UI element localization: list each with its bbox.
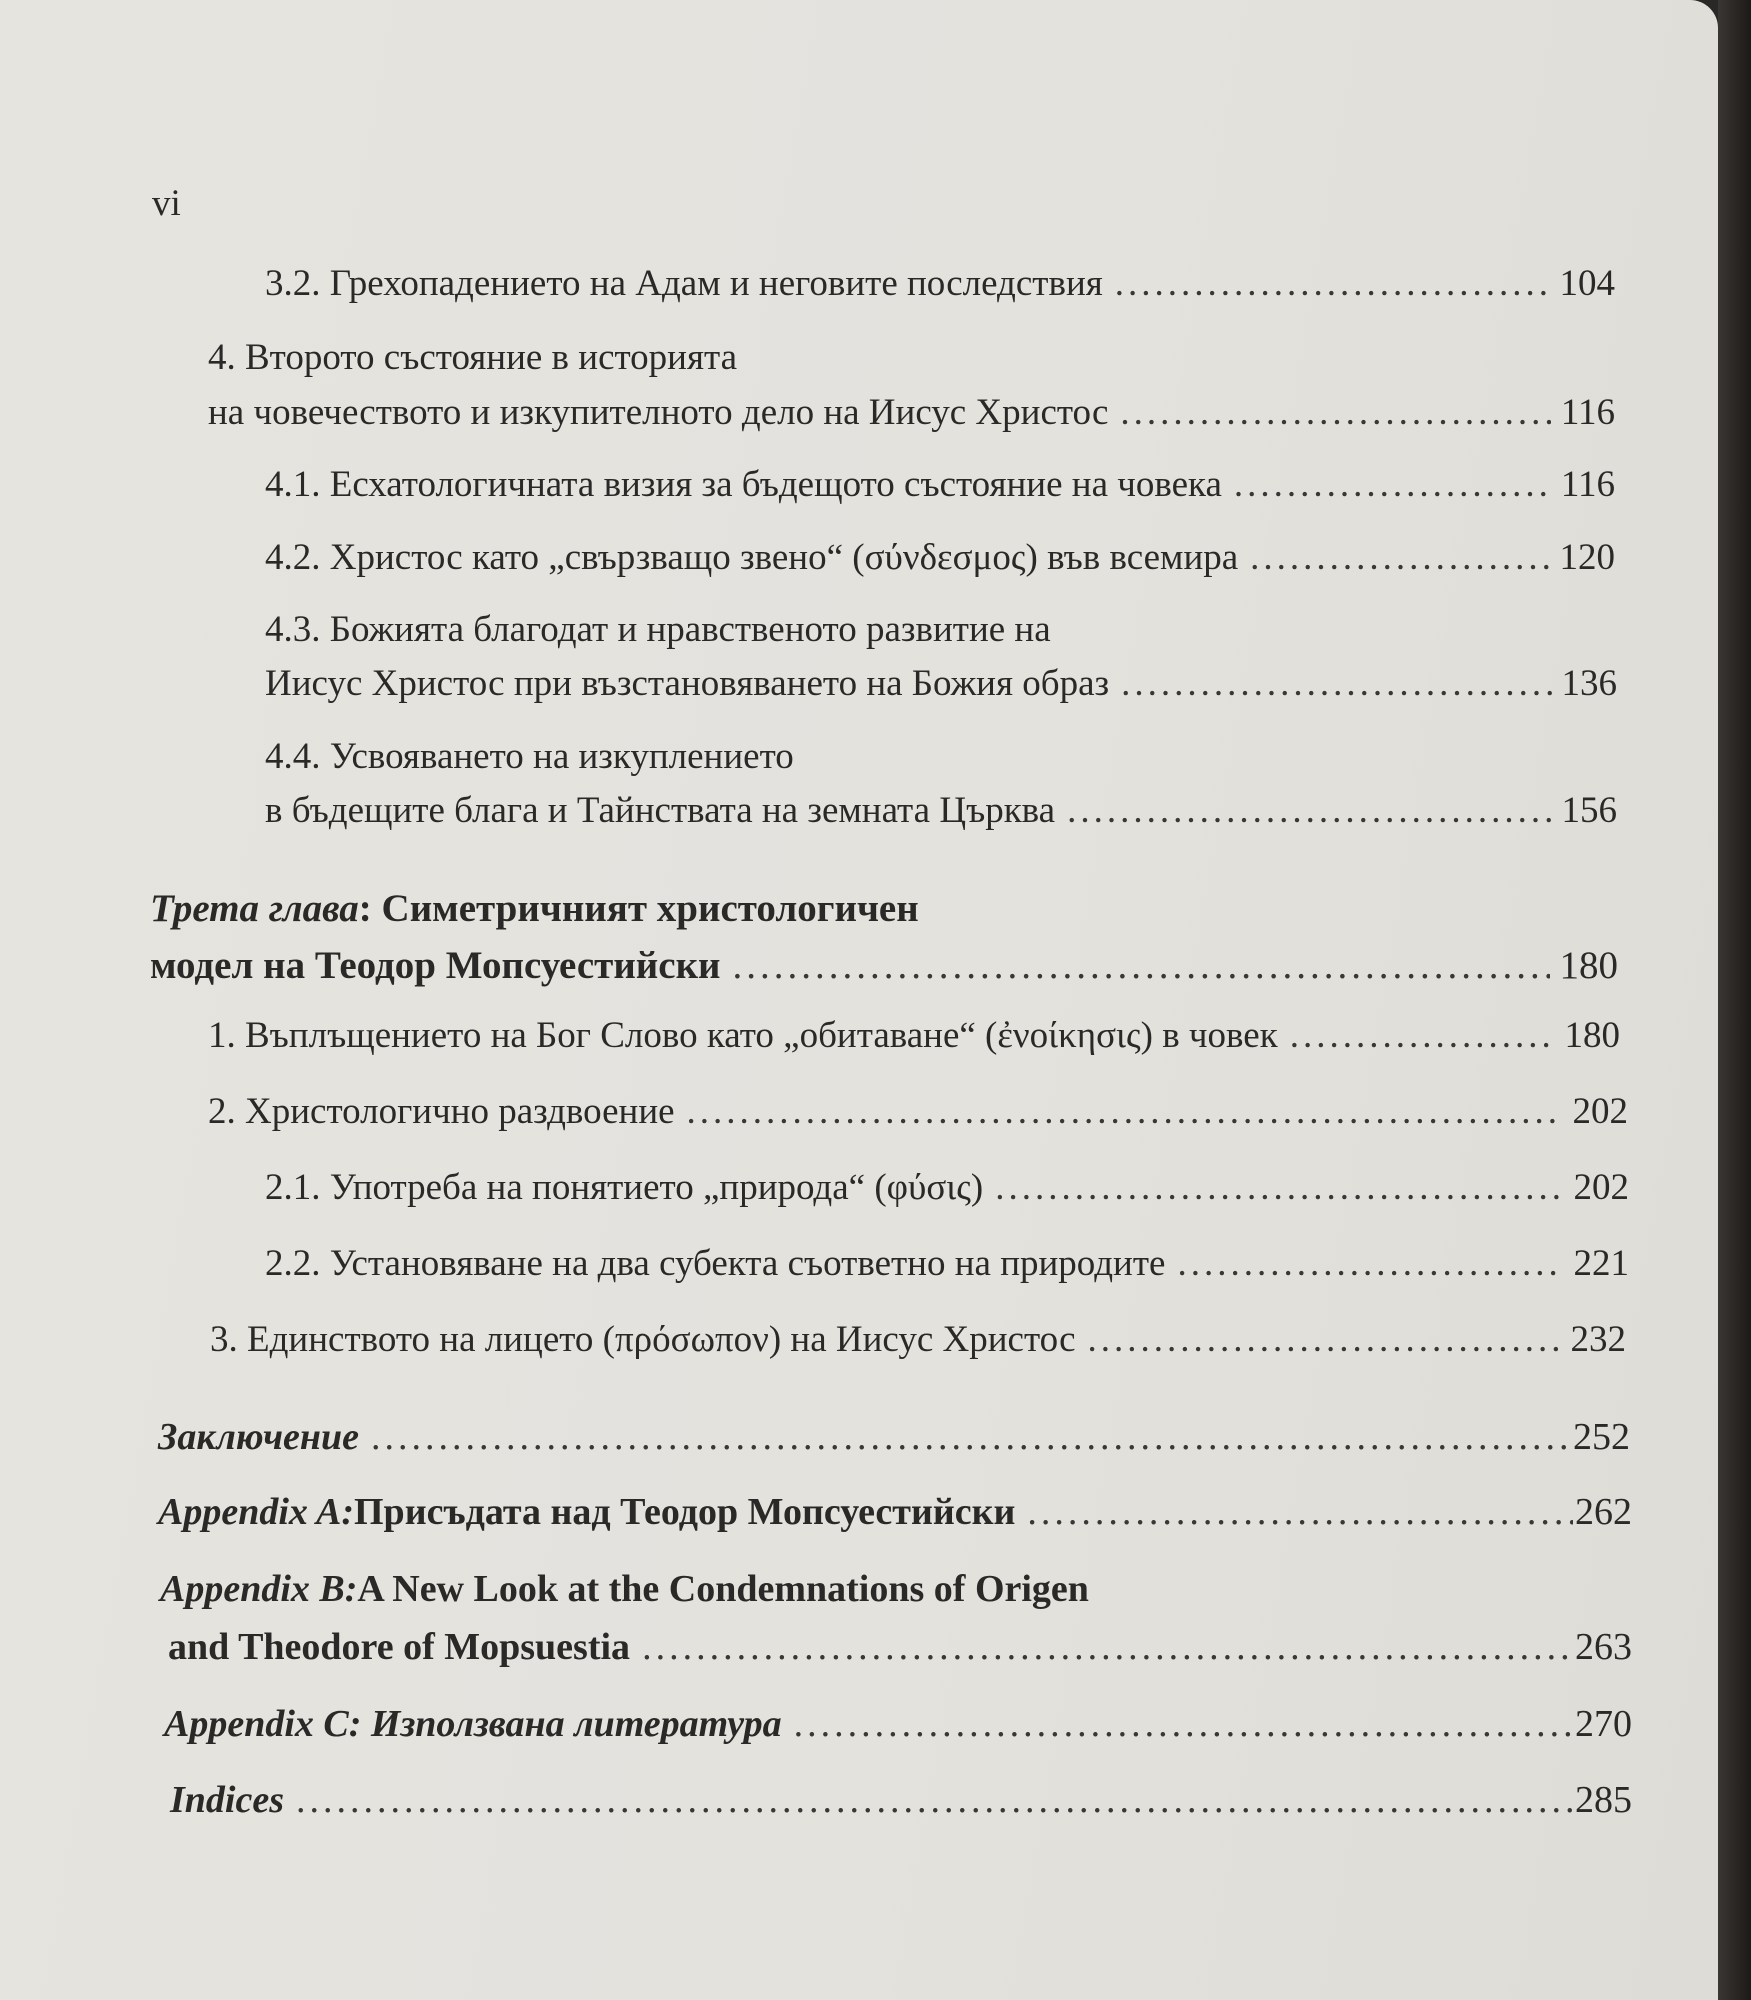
toc-line	[208, 330, 1615, 385]
appendix-label: Appendix A:	[158, 1491, 354, 1533]
toc-entry	[210, 1313, 1626, 1367]
toc-page-number: 180	[1564, 1015, 1620, 1056]
book-spine-edge	[1718, 0, 1751, 2000]
toc-backmatter-entry	[164, 1697, 1632, 1751]
dot-leader	[1115, 257, 1550, 311]
toc-page-number: 270	[1575, 1703, 1632, 1745]
chapter-title: модел на Теодор Мопсуестийски	[150, 944, 721, 987]
toc-entry	[208, 1085, 1628, 1139]
toc-line	[265, 531, 1615, 585]
toc-entry	[265, 730, 1617, 838]
toc-line	[158, 1410, 1630, 1464]
dot-leader	[371, 1410, 1571, 1464]
dot-leader	[642, 1618, 1573, 1676]
toc-entry-title: 3.2. Грехопадението на Адам и неговите последствия	[265, 263, 1103, 304]
dot-leader	[1177, 1237, 1563, 1291]
toc-page-number: 104	[1559, 263, 1615, 304]
appendix-label: Appendix B:	[160, 1568, 358, 1610]
toc-line	[265, 458, 1615, 512]
toc-line	[265, 730, 1617, 784]
dot-leader	[1027, 1485, 1573, 1539]
toc-line	[265, 603, 1617, 657]
backmatter-title: Заключение	[158, 1416, 360, 1458]
dot-leader	[733, 937, 1550, 994]
appendix-title: Присъдата над Теодор Мопсуестийски	[354, 1491, 1016, 1533]
toc-entry-title: 2.1. Употреба на понятието „природа“ (φύσις)	[265, 1167, 984, 1208]
toc-entry-title: 4. Второто състояние в историята	[208, 337, 738, 378]
toc-entry	[265, 257, 1615, 311]
toc-entry-title: на човечеството и изкупителното дело на Иисус Христос	[208, 392, 1109, 433]
toc-page-number: 232	[1570, 1319, 1626, 1360]
toc-backmatter-entry	[160, 1560, 1632, 1676]
toc-entry	[265, 1161, 1629, 1215]
dot-leader	[1234, 458, 1551, 512]
dot-leader	[1067, 784, 1551, 838]
toc-entry	[208, 1009, 1620, 1063]
toc-entry-title: в бъдещите блага и Тайнствата на земната Църква	[265, 790, 1056, 831]
dot-leader	[1290, 1009, 1555, 1063]
toc-entry-title: 4.4. Усвояването на изкуплението	[265, 736, 794, 777]
toc-line	[210, 1313, 1626, 1367]
toc-page-number: 202	[1572, 1091, 1628, 1132]
toc-entry-title: 4.3. Божията благодат и нравственото развитие на	[265, 609, 1051, 650]
toc-entry	[265, 1237, 1629, 1291]
toc-line	[265, 1237, 1629, 1291]
toc-entry	[265, 458, 1615, 512]
toc-entry	[265, 603, 1617, 711]
toc-line	[160, 1618, 1632, 1676]
toc-entry-title: 3. Единството на лицето (πρόσωπον) на Иисус Христос	[210, 1319, 1076, 1360]
toc-entry	[208, 330, 1615, 440]
toc-backmatter-entry	[158, 1485, 1632, 1539]
toc-entry-title: 2.2. Установяване на два субекта съответно на природите	[265, 1243, 1166, 1284]
toc-page-number: 136	[1561, 663, 1617, 704]
toc-backmatter-entry	[170, 1773, 1632, 1827]
toc-page-number: 116	[1560, 392, 1615, 433]
toc-entry-title: 2. Христологично раздвоение	[208, 1091, 675, 1132]
chapter-title: : Симетричният христологичен	[358, 887, 919, 930]
backmatter-title: Indices	[170, 1779, 284, 1821]
dot-leader	[296, 1773, 1573, 1827]
toc-entry-title: 4.1. Есхатологичната визия за бъдещото състояние на човека	[265, 464, 1222, 505]
toc-page-number: 263	[1575, 1626, 1632, 1668]
dot-leader	[1120, 385, 1550, 440]
toc-line	[208, 385, 1615, 440]
toc-entry-title: Иисус Христос при възстановяването на Божия образ	[265, 663, 1110, 704]
toc-chapter-entry	[150, 880, 1618, 994]
toc-page-number: 120	[1559, 537, 1615, 578]
page-number: vi	[152, 183, 181, 224]
appendix-title: Appendix C: Използвана литература	[164, 1703, 782, 1745]
toc-line	[208, 1085, 1628, 1139]
toc-line	[158, 1485, 1632, 1539]
toc-line	[150, 937, 1618, 994]
toc-line	[164, 1697, 1632, 1751]
dot-leader	[995, 1161, 1563, 1215]
dot-leader	[687, 1085, 1563, 1139]
dot-leader	[1250, 531, 1549, 585]
toc-backmatter-entry	[158, 1410, 1630, 1464]
toc-line	[265, 257, 1615, 311]
toc-line	[208, 1009, 1620, 1063]
toc-line	[160, 1560, 1632, 1618]
toc-page-number: 156	[1561, 790, 1617, 831]
toc-entry	[265, 531, 1615, 585]
toc-line	[265, 657, 1617, 711]
appendix-title: A New Look at the Condemnations of Origen	[357, 1568, 1089, 1610]
dot-leader	[794, 1697, 1573, 1751]
toc-line	[265, 1161, 1629, 1215]
toc-page-number: 202	[1573, 1167, 1629, 1208]
toc-entry-title: 4.2. Христос като „свързващо звено“ (σύνδεσμος) във всемира	[265, 537, 1239, 578]
toc-page-number: 221	[1573, 1243, 1629, 1284]
toc-line	[150, 880, 1618, 937]
toc-page-number: 116	[1560, 464, 1615, 505]
appendix-title: and Theodore of Mopsuestia	[168, 1626, 631, 1668]
toc-line	[265, 784, 1617, 838]
dot-leader	[1088, 1313, 1561, 1367]
toc-page-number: 262	[1575, 1491, 1632, 1533]
toc-line	[170, 1773, 1632, 1827]
dot-leader	[1121, 657, 1551, 711]
toc-entry-title: 1. Въплъщението на Бог Слово като „обитаване“ (ἐνοίκησις) в човек	[208, 1015, 1278, 1056]
chapter-label: Трета глава	[150, 887, 359, 930]
toc-page-number: 252	[1573, 1416, 1630, 1458]
toc-page-number: 285	[1575, 1779, 1632, 1821]
toc-page-number: 180	[1559, 944, 1618, 987]
